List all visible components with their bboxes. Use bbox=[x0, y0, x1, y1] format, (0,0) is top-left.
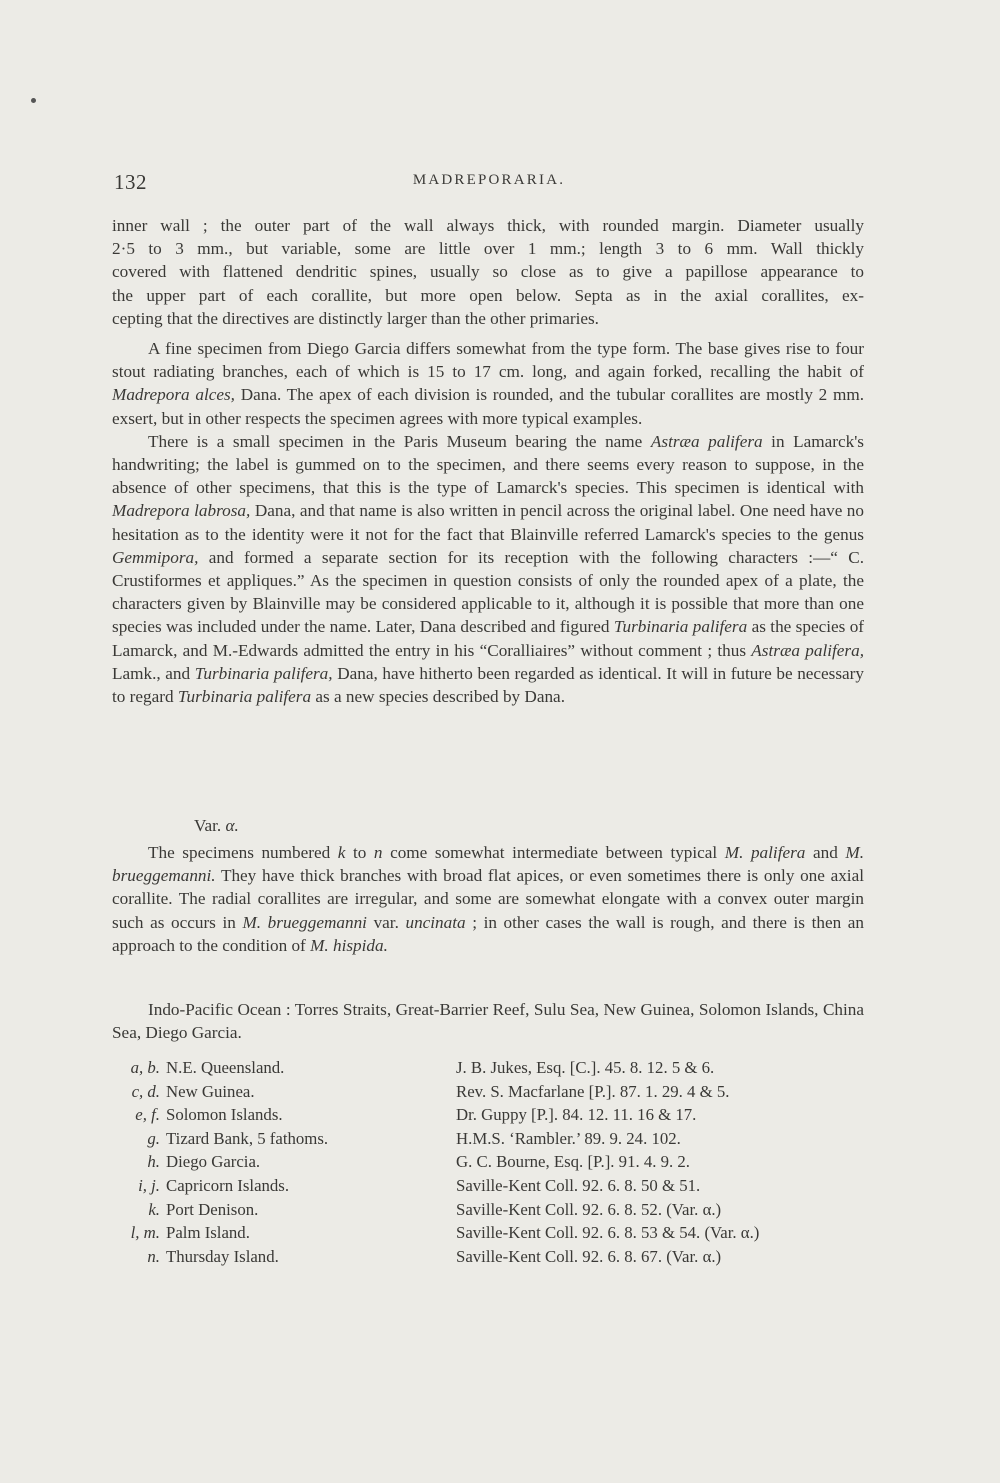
page-header bbox=[114, 170, 864, 200]
species-name: Turbinaria palifera bbox=[177, 687, 312, 707]
specimen-letter: l, m. bbox=[130, 1223, 160, 1243]
genus-name: Gemmipora, bbox=[112, 547, 199, 567]
specimen-locality: Capricorn Islands. bbox=[166, 1175, 290, 1195]
species-name: Turbinaria palifera bbox=[613, 617, 748, 637]
specimen-locality: Thursday Island. bbox=[166, 1246, 279, 1266]
species-name: M. brueggemanni bbox=[242, 912, 367, 932]
specimen-source: Saville-Kent Coll. 92. 6. 8. 67. (Var. α.) bbox=[456, 1246, 722, 1266]
text-line: covered with flattened dendritic spines, usually so close as to give a papillose appearance to bbox=[112, 262, 864, 282]
specimen-source: Saville-Kent Coll. 92. 6. 8. 50 & 51. bbox=[456, 1175, 701, 1195]
specimen-locality: Tizard Bank, 5 fathoms. bbox=[166, 1128, 329, 1148]
specimen-row bbox=[112, 1082, 872, 1106]
specimen-source: J. B. Jukes, Esq. [C.]. 45. 8. 12. 5 & 6. bbox=[456, 1058, 715, 1077]
variety-heading: Var. α. bbox=[194, 816, 239, 835]
specimen-list bbox=[112, 1058, 872, 1270]
specimen-locality: Solomon Islands. bbox=[166, 1105, 283, 1125]
paragraph-diego-garcia: A fine specimen from Diego Garcia differs somewhat from the type form. The base gives rise to four stout radiating branches, each of which is 15 to 17 cm. long, and again forked, recalling the habit of Madrepora alces, Dana. The apex of each division is rounded, and the tubular corallites are mostly 2 mm. exsert, but in other respects the specimen agrees with more typical examples. bbox=[112, 339, 864, 428]
species-name: Turbinaria palifera, bbox=[194, 663, 333, 683]
species-name: Madrepora labrosa, bbox=[112, 501, 251, 521]
specimen-letter: k. bbox=[148, 1199, 160, 1219]
specimen-row bbox=[112, 1058, 872, 1082]
specimen-source: G. C. Bourne, Esq. [P.]. 91. 4. 9. 2. bbox=[456, 1152, 691, 1172]
specimen-row bbox=[112, 1200, 872, 1224]
paragraph-distribution: Indo-Pacific Ocean : Torres Straits, Great-Barrier Reef, Sulu Sea, New Guinea, Solomon Islands, China Sea, Diego Garcia. bbox=[112, 1000, 864, 1043]
specimen-row bbox=[112, 1152, 872, 1176]
text-line: 2·5 to 3 mm., but variable, some are little over 1 mm.; length 3 to 6 mm. Wall thickly bbox=[112, 239, 864, 259]
body-text-main bbox=[112, 214, 864, 708]
specimen-locality: New Guinea. bbox=[166, 1081, 255, 1101]
specimen-letter: c, d. bbox=[131, 1081, 160, 1101]
specimen-row bbox=[112, 1105, 872, 1129]
text-line: cepting that the directives are distinctly larger than the other primaries. bbox=[112, 308, 599, 328]
specimen-source: Saville-Kent Coll. 92. 6. 8. 52. (Var. α.) bbox=[456, 1199, 722, 1219]
species-name: Madrepora alces, bbox=[112, 385, 235, 405]
specimen-letter: i, j. bbox=[138, 1175, 160, 1195]
specimen-letter: g. bbox=[147, 1128, 160, 1148]
specimen-row bbox=[112, 1247, 872, 1271]
specimen-letter: h. bbox=[147, 1152, 160, 1172]
species-name: M. brueggemanni. bbox=[112, 843, 864, 886]
specimen-letter: e, f. bbox=[135, 1105, 160, 1125]
paragraph-continuation bbox=[112, 214, 864, 330]
specimen-source: Saville-Kent Coll. 92. 6. 8. 53 & 54. (Var. α.) bbox=[456, 1223, 760, 1243]
margin-dot bbox=[31, 98, 36, 103]
species-name: Astræa palifera, bbox=[751, 640, 864, 660]
page-number: 132 bbox=[114, 170, 147, 194]
specimen-locality: Port Denison. bbox=[166, 1199, 259, 1219]
text-line: inner wall ; the outer part of the wall always thick, with rounded margin. Diameter usually bbox=[112, 216, 864, 235]
specimen-row bbox=[112, 1223, 872, 1247]
specimen-locality: Diego Garcia. bbox=[166, 1152, 261, 1172]
text-line: the upper part of each corallite, but more open below. Septa as in the axial corallites, ex- bbox=[112, 285, 864, 305]
specimen-source: Dr. Guppy [P.]. 84. 12. 11. 16 & 17. bbox=[456, 1105, 697, 1125]
variety-name: uncinata bbox=[405, 912, 466, 932]
specimen-letter: a, b. bbox=[130, 1058, 160, 1077]
specimen-row bbox=[112, 1176, 872, 1200]
paragraph-lamarck: There is a small specimen in the Paris Museum bearing the name Astræa palifera in Lamarck's handwriting; the label is gummed on to the specimen, and there seems every reason to suppose, in the absence of other specimens, that this is the type of Lamarck's species. This specimen is identical with Madrepora labrosa, Dana, and that name is also written in pencil across the original label. One need have no hesitation as to the identity were it not for the fact that Blainville referred Lamarck's species to the genus Gemmipora, and formed a separate section for its reception with the following characters :—“ C. Crustiformes et appliques.” As the specimen in question consists of only the rounded apex of a plate, the characters given by Blainville may be considered applicable to it, although it is possible that more than one species was included under the name. Later, Dana described and figured Turbinaria palifera as the species of Lamarck, and M.-Edwards admitted the entry in his “Coralliaires” without comment ; thus Astræa palifera, Lamk., and Turbinaria palifera, Dana, have hitherto been regarded as identical. It will in future be necessary to regard Turbinaria palifera as a new species described by Dana. bbox=[112, 431, 865, 707]
specimen-source: H.M.S. ‘Rambler.’ 89. 9. 24. 102. bbox=[456, 1128, 681, 1148]
running-title: MADREPORARIA. bbox=[412, 172, 566, 188]
specimen-source: Rev. S. Macfarlane [P.]. 87. 1. 29. 4 & 5. bbox=[456, 1081, 730, 1101]
species-name: M. hispida. bbox=[310, 935, 388, 955]
specimen-letter: n. bbox=[147, 1246, 160, 1266]
paragraph-variety-alpha: The specimens numbered k to n come somewhat intermediate between typical M. palifera and M. brueggemanni. They have thick branches with broad flat apices, or even sometimes there is only one axial corallite. The radial corallites are irregular, and some are somewhat elongate with a convex outer margin such as occurs in M. brueggemanni var. uncinata ; in other cases the wall is rough, and there is then an approach to the condition of M. hispida. bbox=[112, 843, 865, 955]
specimen-locality: Palm Island. bbox=[166, 1223, 250, 1243]
species-name: M. palifera bbox=[724, 843, 806, 862]
specimen-row bbox=[112, 1129, 872, 1153]
species-name: Astræa palifera bbox=[650, 431, 763, 451]
specimen-locality: N.E. Queensland. bbox=[166, 1058, 285, 1077]
